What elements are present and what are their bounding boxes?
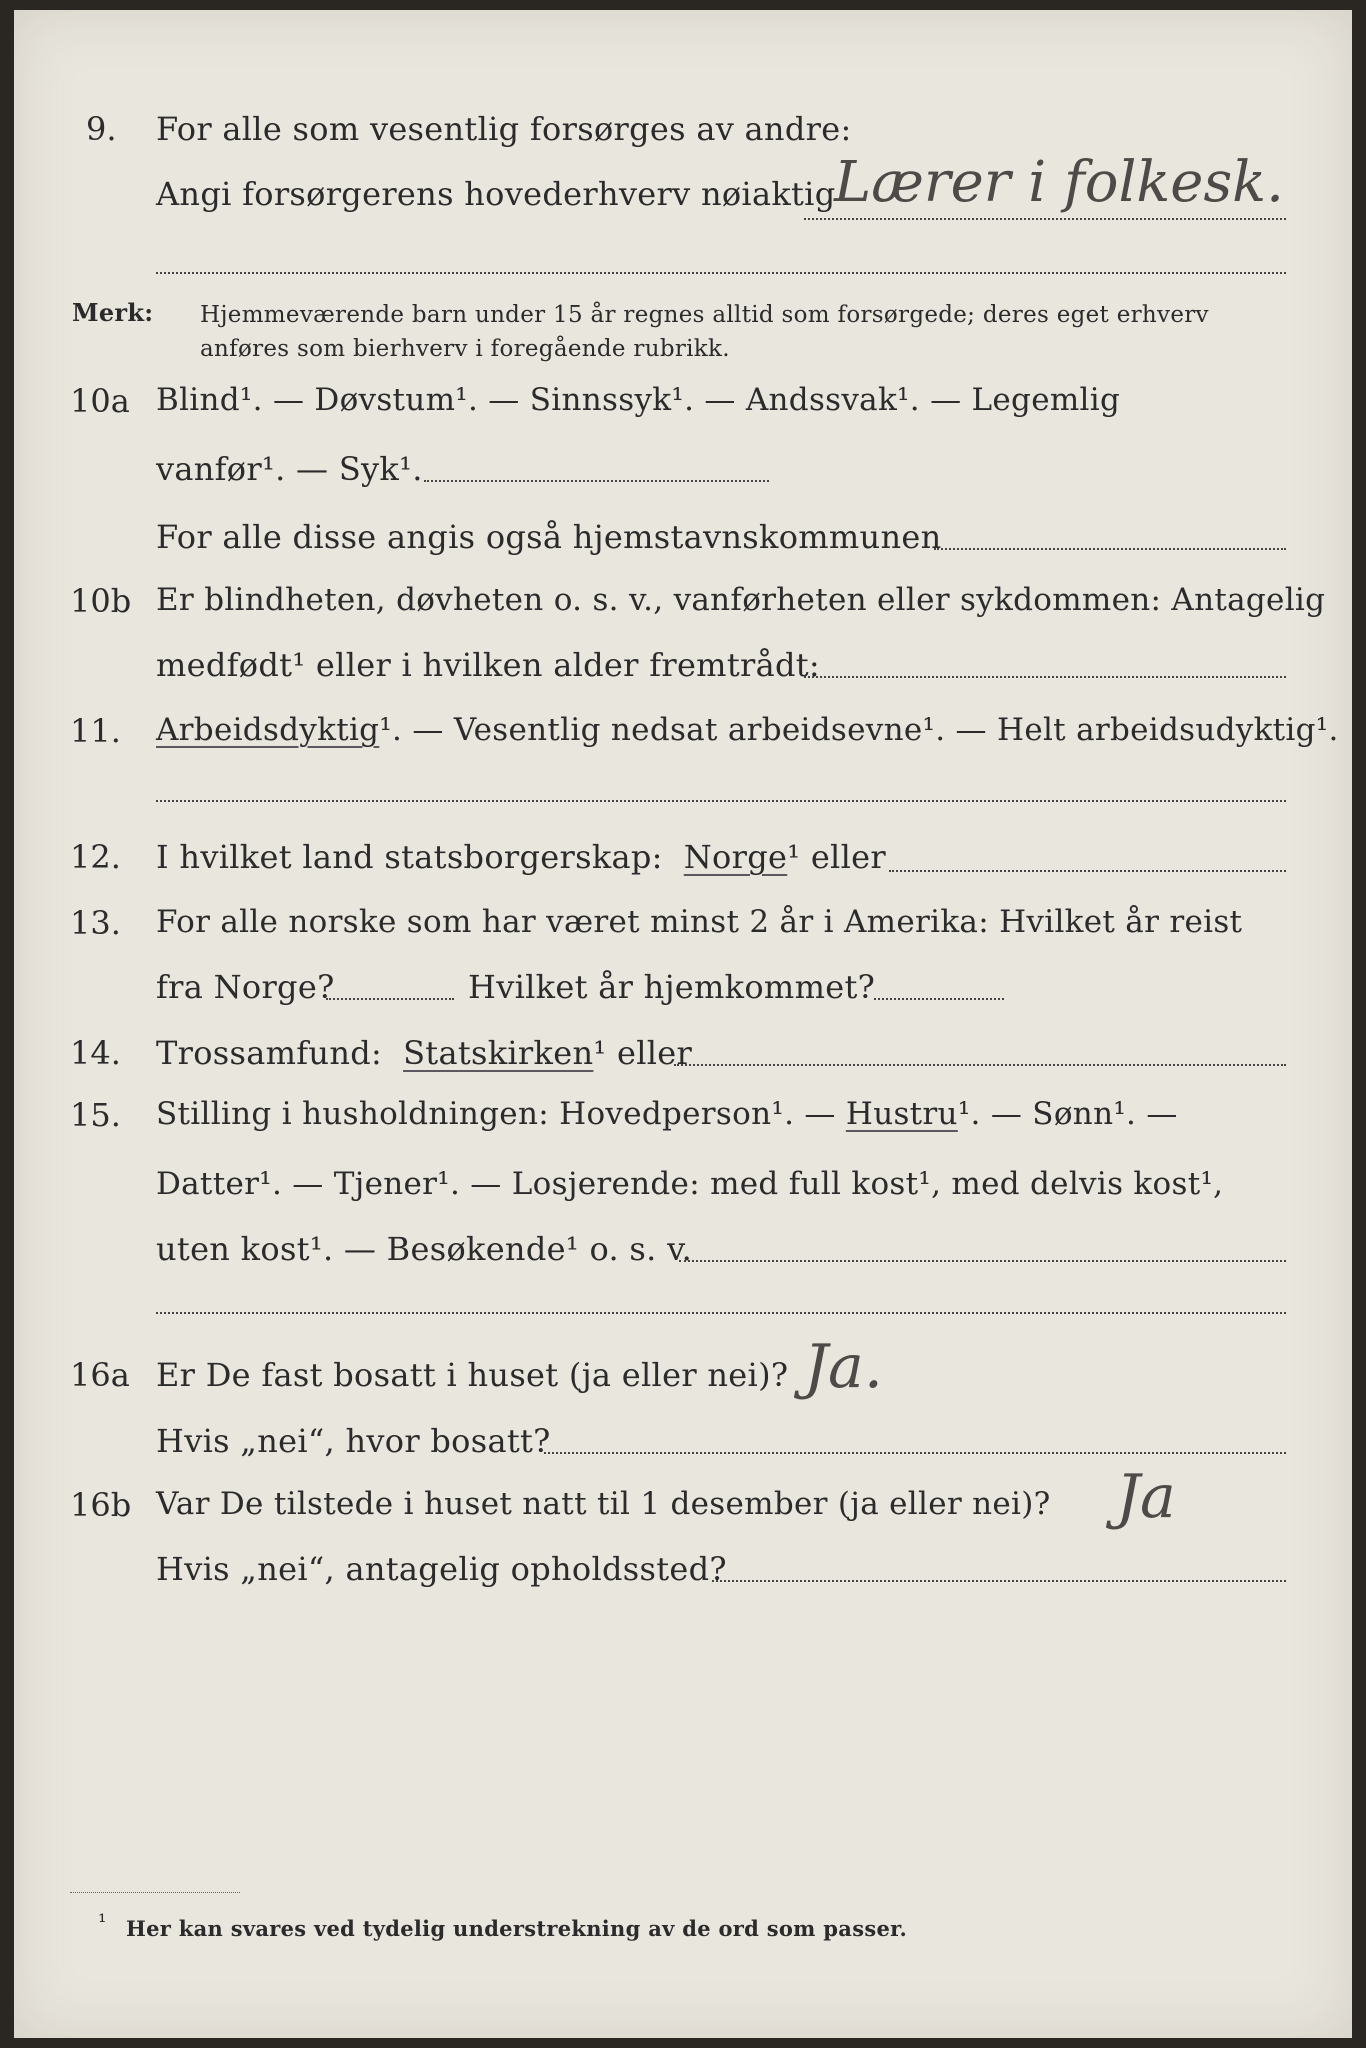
question-10a-line2: vanfør¹. — Syk¹. bbox=[156, 450, 423, 488]
question-16b-handwritten-answer: Ja bbox=[1116, 1462, 1176, 1532]
question-9-handwritten-answer: Lærer i folkesk. bbox=[834, 150, 1284, 215]
footnote-text: Her kan svares ved tydelig understrekning av de ord som passer. bbox=[126, 1916, 908, 1941]
merk-label: Merk: bbox=[72, 298, 154, 327]
question-15-number: 15. bbox=[70, 1096, 121, 1134]
question-12-number: 12. bbox=[70, 838, 121, 876]
merk-line2: anføres som bierhverv i foregående rubrikk. bbox=[200, 336, 730, 362]
question-10b-age-line bbox=[804, 676, 1286, 678]
question-16a-line2: Hvis „nei“, hvor bosatt? bbox=[156, 1422, 551, 1460]
question-12-line1 bbox=[156, 838, 886, 876]
question-16b-number: 16b bbox=[70, 1486, 132, 1524]
question-11-line1 bbox=[156, 712, 1339, 748]
question-10b-line2: medfødt¹ eller i hvilken alder fremtrådt: bbox=[156, 646, 820, 684]
question-14-other-line bbox=[674, 1064, 1286, 1066]
question-11-extra-line bbox=[156, 800, 1286, 802]
question-10a-sick-line bbox=[424, 480, 769, 482]
question-13-year-left-line bbox=[326, 998, 454, 1000]
question-10b-number: 10b bbox=[70, 582, 132, 620]
question-11-number: 11. bbox=[70, 712, 121, 750]
question-9-line2: Angi forsørgerens hovederhverv nøiaktig bbox=[156, 175, 836, 213]
census-form-page bbox=[14, 10, 1352, 2038]
question-12-underlined-answer: Norge bbox=[683, 838, 788, 876]
question-16a-handwritten-answer: Ja. bbox=[804, 1332, 883, 1402]
question-13-line1: For alle norske som har været minst 2 år i Amerika: Hvilket år reist bbox=[156, 904, 1243, 940]
question-13-year-returned-line bbox=[874, 998, 1004, 1000]
question-15-extra-line bbox=[156, 1312, 1286, 1314]
question-10a-municipality-line bbox=[934, 548, 1286, 550]
question-13-line2a: fra Norge? bbox=[156, 968, 335, 1006]
question-14-underlined-answer: Statskirken bbox=[403, 1034, 594, 1072]
question-13-number: 13. bbox=[70, 904, 121, 942]
question-11-underlined-answer: Arbeidsdyktig bbox=[156, 712, 380, 748]
question-9-line1: For alle som vesentlig forsørges av andre: bbox=[156, 110, 852, 148]
question-15-underlined-answer: Hustru bbox=[845, 1096, 958, 1132]
question-10b-line1: Er blindheten, døvheten o. s. v., vanførheten eller sykdommen: Antagelig bbox=[156, 582, 1326, 618]
question-15-line1 bbox=[156, 1096, 1178, 1132]
question-9-extra-line bbox=[156, 272, 1286, 274]
question-12-other-line bbox=[889, 870, 1286, 872]
question-12-rest: ¹ eller bbox=[787, 838, 886, 876]
footnote-divider bbox=[70, 1892, 240, 1893]
question-15-line1b: ¹. — Sønn¹. — bbox=[957, 1096, 1178, 1132]
question-16b-line2: Hvis „nei“, antagelig opholdssted? bbox=[156, 1550, 727, 1588]
question-15-line2: Datter¹. — Tjener¹. — Losjerende: med full kost¹, med delvis kost¹, bbox=[156, 1166, 1224, 1202]
question-9-answer-line bbox=[804, 218, 1286, 220]
question-14-number: 14. bbox=[70, 1034, 121, 1072]
question-10a-line3: For alle disse angis også hjemstavnskommunen bbox=[156, 518, 942, 556]
question-9-number: 9. bbox=[86, 110, 117, 148]
question-15-visitor-line bbox=[679, 1260, 1286, 1262]
merk-line1: Hjemmeværende barn under 15 år regnes alltid som forsørgede; deres eget erhverv bbox=[200, 302, 1209, 328]
question-15-line3: uten kost¹. — Besøkende¹ o. s. v. bbox=[156, 1230, 693, 1268]
question-14-rest: ¹ eller bbox=[593, 1034, 693, 1072]
question-14-line1 bbox=[156, 1034, 692, 1072]
footnote-mark: ¹ bbox=[98, 1910, 107, 1934]
question-14-label: Trossamfund: bbox=[156, 1034, 383, 1072]
question-16a-residence-line bbox=[544, 1452, 1286, 1454]
question-16a-line1: Er De fast bosatt i huset (ja eller nei)? bbox=[156, 1356, 789, 1394]
question-16a-number: 16a bbox=[70, 1356, 130, 1394]
question-10a-number: 10a bbox=[70, 382, 130, 420]
question-16b-location-line bbox=[712, 1580, 1286, 1582]
question-13-line2b: Hvilket år hjemkommet? bbox=[468, 968, 876, 1006]
question-16b-line1: Var De tilstede i huset natt til 1 desember (ja eller nei)? bbox=[156, 1486, 1051, 1522]
question-11-line1-rest: ¹. — Vesentlig nedsat arbeidsevne¹. — Helt arbeidsudyktig¹. bbox=[379, 712, 1339, 748]
question-15-line1a: Stilling i husholdningen: Hovedperson¹. — bbox=[156, 1096, 836, 1132]
question-10a-line1: Blind¹. — Døvstum¹. — Sinnssyk¹. — Andssvak¹. — Legemlig bbox=[156, 382, 1121, 418]
question-12-label: I hvilket land statsborgerskap: bbox=[156, 838, 663, 876]
